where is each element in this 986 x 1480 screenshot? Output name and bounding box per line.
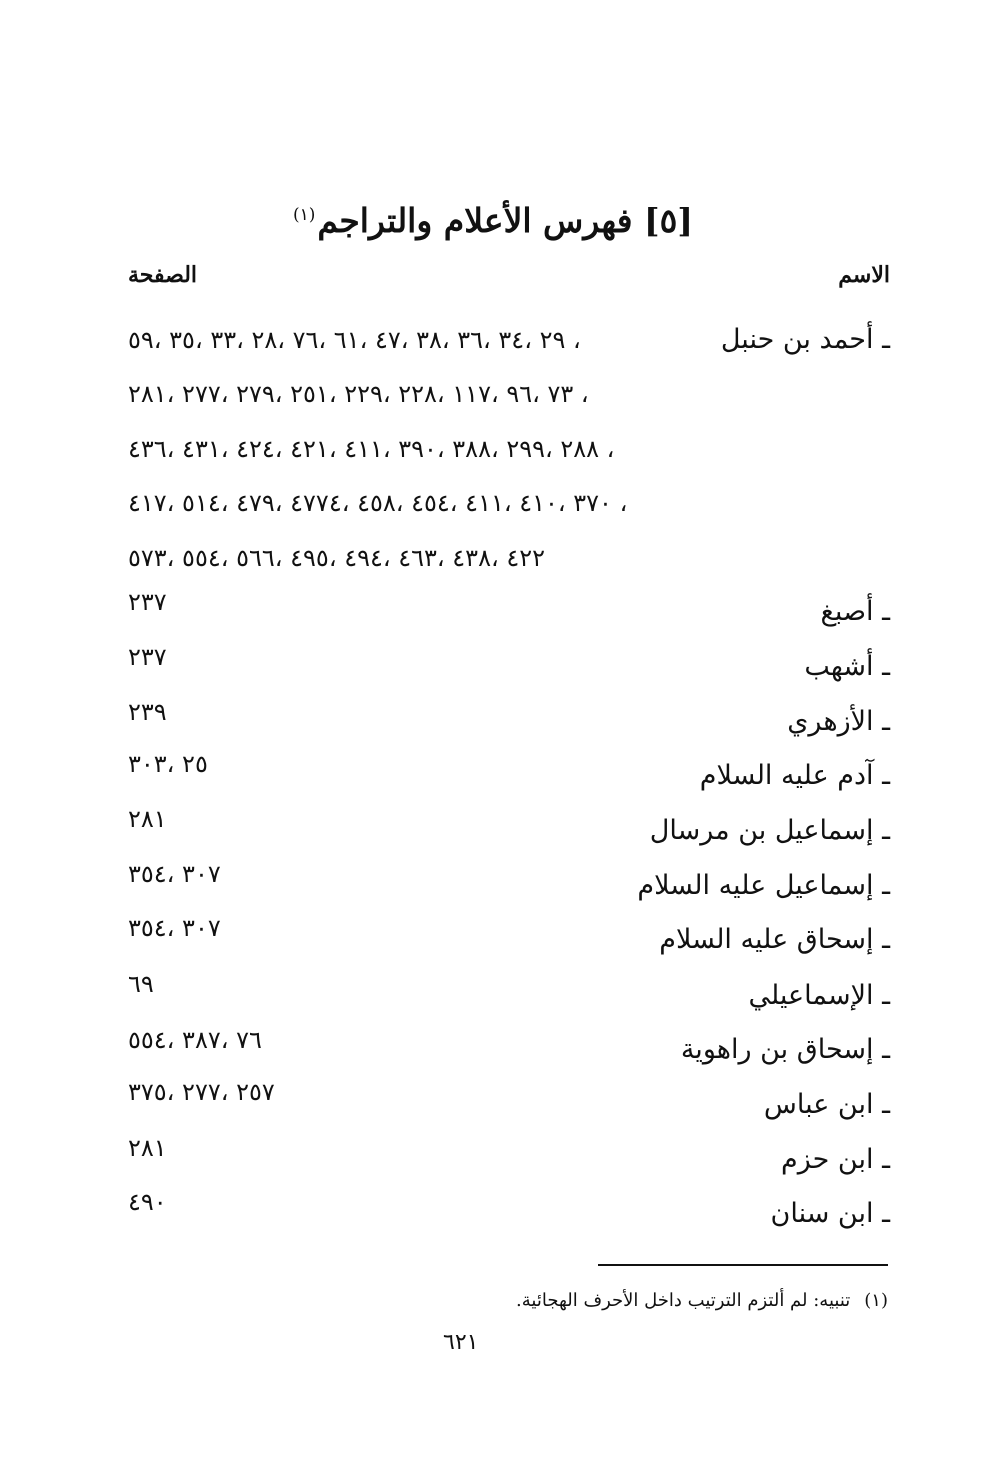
index-entry-name: ـ ابن حزم: [781, 1144, 890, 1175]
title-footnote-marker: (١): [293, 205, 316, 225]
page-number: ٦٢١: [443, 1330, 479, 1355]
index-entry-pages: ٢٥٧ ،٢٧٧ ،٣٧٥: [128, 1078, 275, 1106]
index-entry-pages: ٢٨١: [128, 1134, 167, 1162]
index-entry-pages: ٢٣٧: [128, 588, 167, 616]
footnote-marker: (١): [864, 1290, 888, 1311]
index-entry-pages: ٢٨٨ ،٢٩٩ ،٣٨٨ ،٣٩٠ ،٤١١ ،٤٢١ ،٤٢٤ ،٤٣١ ،٤٣٦ ،: [128, 435, 615, 463]
page-column-header: الصفحة: [128, 262, 198, 288]
name-column-header: الاسم: [838, 262, 890, 288]
index-entry-pages: ٣٠٧ ،٣٥٤: [128, 860, 221, 888]
index-entry-pages: ٢٨١: [128, 805, 167, 833]
page-title: [0, 190, 986, 246]
index-entry-pages: ٦٩: [128, 970, 154, 998]
index-entry-pages: ٧٣ ،٩٦ ،١١٧ ،٢٢٨ ،٢٢٩ ،٢٥١ ،٢٧٩ ،٢٧٧ ،٢٨١ ،: [128, 380, 589, 408]
index-entry-name: ـ إسحاق بن راهوية: [680, 1034, 890, 1065]
index-entry-pages: ٤٩٠: [128, 1188, 167, 1216]
index-entry-name: ـ ابن عباس: [763, 1089, 890, 1120]
index-entry-pages: ٤٢٢ ،٤٣٨ ،٤٦٣ ،٤٩٤ ،٤٩٥ ،٥٦٦ ،٥٥٤ ،٥٧٣: [128, 544, 545, 572]
index-entry-pages: ٣٠٧ ،٣٥٤: [128, 914, 221, 942]
index-entry-name: ـ الإسماعيلي: [748, 980, 890, 1011]
index-entry-name: ـ أحمد بن حنبل: [720, 324, 890, 355]
title-text: [٥] فهرس الأعلام والتراجم: [317, 201, 693, 240]
footnote-divider: [598, 1264, 888, 1266]
index-entry-name: ـ إسماعيل بن مرسال: [649, 815, 890, 846]
footnote-text: تنبيه: لم ألتزم الترتيب داخل الأحرف الهجائية.: [516, 1290, 851, 1311]
index-entry-name: ـ إسماعيل عليه السلام: [637, 870, 890, 901]
index-entry-pages: ٢٣٩: [128, 698, 167, 726]
index-entry-name: ـ أصبغ: [820, 596, 890, 627]
index-entry-pages: ٢٥ ،٣٠٣: [128, 750, 208, 778]
index-entry-name: ـ الأزهري: [787, 706, 890, 737]
footnote: [516, 1286, 888, 1316]
index-entry-name: ـ آدم عليه السلام: [699, 760, 890, 791]
index-entry-pages: ٣٧٠ ،٤١٠ ،٤١١ ،٤٥٤ ،٤٥٨ ،٤٧٧٤ ،٤٧٩ ،٥١٤ ،٤١٧ ،: [128, 489, 628, 517]
index-entry-pages: ٧٦ ،٣٨٧ ،٥٥٤: [128, 1026, 262, 1054]
index-entry-name: ـ إسحاق عليه السلام: [659, 924, 890, 955]
index-entry-name: ـ ابن سنان: [770, 1198, 890, 1229]
index-entry-pages: ٢٣٧: [128, 643, 167, 671]
index-entry-name: ـ أشهب: [804, 651, 890, 682]
index-entry-pages: ٢٩ ،٣٤ ،٣٦ ،٣٨ ،٤٧ ،٦١ ،٧٦ ،٢٨ ،٣٣ ،٣٥ ،٥٩ ،: [128, 326, 581, 354]
